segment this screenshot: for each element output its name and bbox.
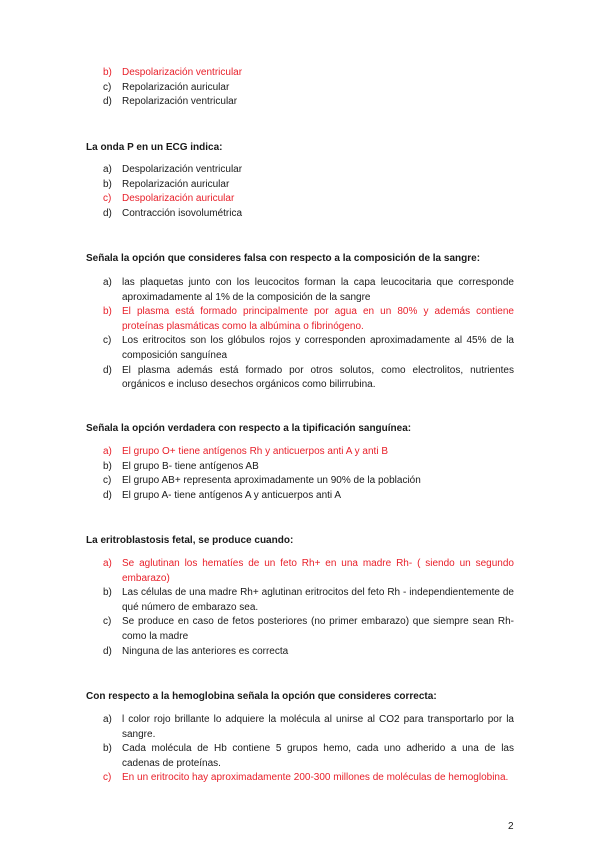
option-letter: d) (103, 207, 112, 219)
option-d (0, 364, 600, 393)
option-text: Repolarización auricular (122, 178, 230, 190)
option-b (0, 742, 600, 771)
option-text: El plasma además está formado por otros solutos, como electrolitos, nutrientes orgánicos e incluso desechos orgánicos como bilirrubina. (122, 364, 514, 391)
option-letter: d) (103, 364, 112, 376)
option-text: Ninguna de las anteriores es correcta (122, 645, 289, 657)
option-a (0, 557, 600, 586)
question-title: La onda P en un ECG indica: (86, 142, 223, 153)
option-text: Contracción isovolumétrica (122, 207, 243, 219)
option-b (0, 586, 600, 615)
question-option-list (0, 445, 600, 503)
option-letter: c) (103, 475, 112, 487)
option-text: Repolarización auricular (122, 81, 230, 93)
option-letter: b) (103, 460, 112, 472)
question-option-list (0, 276, 600, 393)
option-letter: b) (103, 306, 112, 318)
option-c (0, 615, 600, 644)
option-letter: c) (103, 193, 112, 205)
question-option-list (0, 163, 600, 221)
option-letter: d) (103, 489, 112, 501)
option-a (0, 276, 600, 305)
option-text: En un eritrocito hay aproximadamente 200-300 millones de moléculas de hemoglobina. (122, 772, 509, 784)
option-text: El plasma está formado principalmente por agua en un 80% y además contiene proteínas plasmáticas como la albúmina o fibrinógeno. (122, 306, 514, 332)
option-letter: a) (103, 714, 112, 725)
option-b (0, 178, 600, 193)
option-b (0, 460, 600, 475)
option-letter: c) (103, 81, 112, 93)
option-d (0, 489, 600, 504)
option-letter: d) (103, 645, 112, 657)
option-text: Repolarización ventricular (122, 96, 238, 108)
option-text: l color rojo brillante lo adquiere la molécula al unirse al CO2 para transportarlo por la sangre. (122, 714, 514, 740)
question-title: Con respecto a la hemoglobina señala la opción que consideres correcta: (86, 691, 437, 702)
option-d (0, 645, 600, 660)
option-text: Las células de una madre Rh+ aglutinan eritrocitos del feto Rh - independientemente de qué número de embarazo sea. (122, 587, 514, 613)
option-letter: b) (103, 178, 112, 190)
option-letter: b) (103, 587, 112, 599)
option-a (0, 445, 600, 460)
question-title: La eritroblastosis fetal, se produce cuando: (86, 535, 294, 546)
option-letter: d) (103, 96, 112, 108)
option-letter: a) (103, 558, 112, 569)
option-b (0, 66, 600, 81)
question-title: Señala la opción verdadera con respecto a la tipificación sanguínea: (86, 423, 412, 434)
option-text: El grupo AB+ representa aproximadamente un 90% de la población (122, 475, 421, 487)
option-letter: a) (103, 446, 112, 457)
option-letter: a) (103, 164, 112, 175)
option-letter: c) (103, 335, 112, 347)
option-text: Se aglutinan los hematíes de un feto Rh+ en una madre Rh- ( siendo un segundo embarazo) (122, 558, 514, 584)
page-number: 2 (508, 821, 514, 832)
option-text: Los eritrocitos son los glóbulos rojos y corresponden aproximadamente al 45% de la composición sanguínea (122, 335, 514, 361)
option-text: El grupo B- tiene antígenos AB (122, 460, 259, 472)
option-b (0, 305, 600, 334)
option-c (0, 771, 600, 786)
option-text: las plaquetas junto con los leucocitos forman la capa leucocitaria que corresponde aproximadamente al 1% de la composición de la sangre (122, 277, 514, 303)
option-letter: c) (103, 772, 112, 784)
option-c (0, 192, 600, 207)
option-letter: c) (103, 616, 112, 628)
question-option-list (0, 557, 600, 659)
option-c (0, 81, 600, 96)
option-text: El grupo A- tiene antígenos A y anticuerpos anti A (122, 489, 342, 501)
top-option-list (0, 66, 600, 110)
option-c (0, 334, 600, 363)
option-a (0, 163, 600, 178)
option-text: Cada molécula de Hb contiene 5 grupos hemo, cada uno adherido a una de las cadenas de proteínas. (122, 743, 514, 769)
option-text: El grupo O+ tiene antígenos Rh y anticuerpos anti A y anti B (122, 446, 389, 457)
question-title: Señala la opción que consideres falsa con respecto a la composición de la sangre: (86, 253, 481, 264)
option-text: Despolarización ventricular (122, 67, 243, 78)
option-c (0, 474, 600, 489)
option-d (0, 207, 600, 222)
option-a (0, 713, 600, 742)
option-d (0, 95, 600, 110)
option-text: Despolarización auricular (122, 193, 235, 205)
option-letter: b) (103, 67, 112, 78)
question-option-list (0, 713, 600, 786)
option-letter: a) (103, 277, 112, 288)
option-text: Despolarización ventricular (122, 164, 243, 175)
option-letter: b) (103, 743, 112, 755)
option-text: Se produce en caso de fetos posteriores (no primer embarazo) que siempre sean Rh- como la madre (122, 616, 514, 642)
